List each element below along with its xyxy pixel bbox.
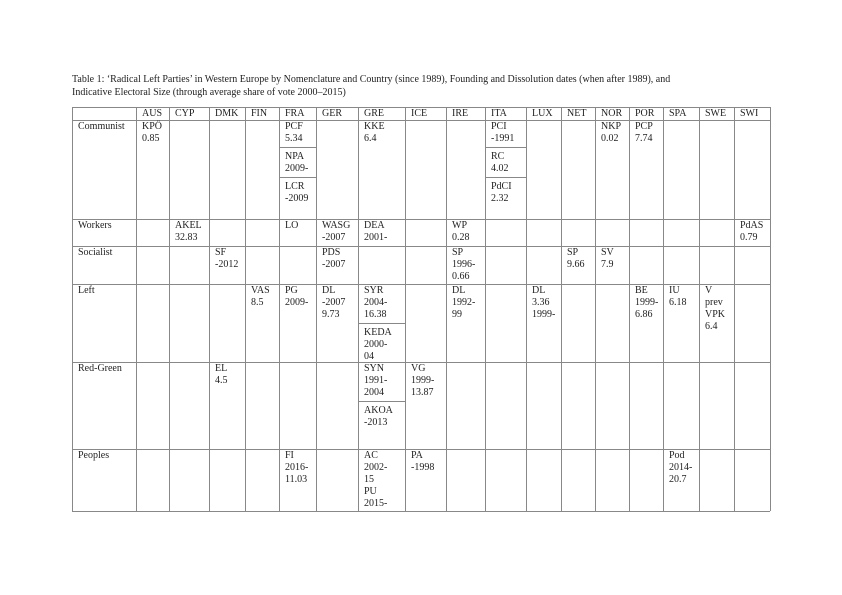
cell-text: NPA xyxy=(285,151,305,162)
row-label: Socialist xyxy=(78,247,113,258)
cell-text: 6.86 xyxy=(635,309,653,320)
cell-text: PCI xyxy=(491,121,507,132)
cell-subdivider xyxy=(358,401,405,402)
cell-text: -2007 xyxy=(322,297,346,308)
cell-text: 0.79 xyxy=(740,232,758,243)
cell-text: IU xyxy=(669,285,680,296)
column-rule xyxy=(663,107,664,511)
cell-subdivider xyxy=(358,323,405,324)
caption-line-1: Table 1: ‘Radical Left Parties’ in Western Europe by Nomenclature and Country (since 1989), Founding and Dissolution dates (when after 1989), and xyxy=(72,74,671,85)
cell-text: 4.5 xyxy=(215,375,228,386)
column-header: GRE xyxy=(364,108,384,119)
cell-text: 2.32 xyxy=(491,193,509,204)
cell-text: 2004 xyxy=(364,387,384,398)
cell-text: 4.02 xyxy=(491,163,509,174)
cell-text: PDS xyxy=(322,247,341,258)
cell-text: 2016- xyxy=(285,462,309,473)
cell-text: 2014- xyxy=(669,462,693,473)
cell-subdivider xyxy=(279,177,316,178)
cell-text: 2009- xyxy=(285,297,309,308)
column-header: FRA xyxy=(285,108,305,119)
column-header: SPA xyxy=(669,108,687,119)
cell-text: 2015- xyxy=(364,498,388,509)
cell-text: 2000- xyxy=(364,339,388,350)
column-rule xyxy=(446,107,447,511)
cell-text: RC xyxy=(491,151,505,162)
column-rule xyxy=(72,107,73,511)
cell-text: PCP xyxy=(635,121,653,132)
cell-text: 15 xyxy=(364,474,374,485)
cell-text: AKOA xyxy=(364,405,393,416)
cell-text: AC xyxy=(364,450,378,461)
column-rule xyxy=(526,107,527,511)
column-header: IRE xyxy=(452,108,469,119)
cell-text: 6.4 xyxy=(705,321,718,332)
cell-text: DL xyxy=(452,285,466,296)
cell-text: 0.66 xyxy=(452,271,470,282)
column-header: AUS xyxy=(142,108,163,119)
cell-text: SYN xyxy=(364,363,385,374)
column-rule xyxy=(595,107,596,511)
cell-text: -2013 xyxy=(364,417,388,428)
cell-text: EL xyxy=(215,363,228,374)
cell-text: 1999- xyxy=(532,309,556,320)
cell-text: 1999- xyxy=(411,375,435,386)
cell-text: SF xyxy=(215,247,227,258)
cell-text: -2007 xyxy=(322,232,346,243)
row-label: Peoples xyxy=(78,450,110,461)
cell-subdivider xyxy=(279,147,316,148)
cell-text: SP xyxy=(567,247,579,258)
cell-text: -2007 xyxy=(322,259,346,270)
column-rule xyxy=(209,107,210,511)
cell-text: 8.5 xyxy=(251,297,264,308)
column-rule xyxy=(485,107,486,511)
cell-text: LO xyxy=(285,220,299,231)
cell-text: PA xyxy=(411,450,423,461)
column-header: NET xyxy=(567,108,587,119)
table-caption xyxy=(72,73,772,99)
cell-text: 9.66 xyxy=(567,259,585,270)
column-header: CYP xyxy=(175,108,195,119)
cell-text: WP xyxy=(452,220,467,231)
cell-text: PdCI xyxy=(491,181,512,192)
column-header: NOR xyxy=(601,108,623,119)
cell-text: 16.38 xyxy=(364,309,387,320)
cell-text: BE xyxy=(635,285,648,296)
cell-text: Pod xyxy=(669,450,685,461)
cell-text: FI xyxy=(285,450,294,461)
cell-text: 7.9 xyxy=(601,259,614,270)
cell-text: V xyxy=(705,285,713,296)
cell-text: -2012 xyxy=(215,259,239,270)
cell-text: DL xyxy=(322,285,336,296)
cell-text: VPK xyxy=(705,309,726,320)
row-label: Red-Green xyxy=(78,363,122,374)
cell-text: -1998 xyxy=(411,462,435,473)
cell-text: NKP xyxy=(601,121,622,132)
column-rule xyxy=(245,107,246,511)
cell-text: AKEL xyxy=(175,220,202,231)
column-rule xyxy=(316,107,317,511)
column-rule xyxy=(405,107,406,511)
row-rule xyxy=(72,246,770,247)
cell-text: 13.87 xyxy=(411,387,434,398)
cell-text: 99 xyxy=(452,309,462,320)
cell-text: 2001- xyxy=(364,232,388,243)
cell-text: SP xyxy=(452,247,464,258)
cell-text: 5.34 xyxy=(285,133,303,144)
row-rule xyxy=(72,284,770,285)
cell-text: DEA xyxy=(364,220,385,231)
cell-text: WASG xyxy=(322,220,351,231)
cell-text: -2009 xyxy=(285,193,309,204)
cell-text: DL xyxy=(532,285,546,296)
cell-subdivider xyxy=(485,147,526,148)
cell-text: 1991- xyxy=(364,375,388,386)
cell-text: 3.36 xyxy=(532,297,550,308)
row-label: Communist xyxy=(78,121,125,132)
column-header: SWE xyxy=(705,108,727,119)
cell-text: 1999- xyxy=(635,297,659,308)
cell-text: SV xyxy=(601,247,614,258)
cell-text: 9.73 xyxy=(322,309,340,320)
cell-text: 0.02 xyxy=(601,133,619,144)
column-header: FIN xyxy=(251,108,268,119)
cell-text: LCR xyxy=(285,181,305,192)
column-header: POR xyxy=(635,108,655,119)
cell-subdivider xyxy=(485,177,526,178)
column-rule xyxy=(358,107,359,511)
cell-text: 0.28 xyxy=(452,232,470,243)
cell-text: PG xyxy=(285,285,298,296)
cell-text: KKE xyxy=(364,121,385,132)
cell-text: 1996- xyxy=(452,259,476,270)
row-label: Workers xyxy=(78,220,112,231)
column-rule xyxy=(169,107,170,511)
cell-text: 2009- xyxy=(285,163,309,174)
column-rule xyxy=(629,107,630,511)
cell-text: VAS xyxy=(251,285,270,296)
column-rule xyxy=(699,107,700,511)
column-header: DMK xyxy=(215,108,239,119)
cell-text: VG xyxy=(411,363,426,374)
cell-text: PU xyxy=(364,486,377,497)
cell-text: 11.03 xyxy=(285,474,308,485)
column-header: GER xyxy=(322,108,342,119)
column-header: ICE xyxy=(411,108,428,119)
cell-text: PdAS xyxy=(740,220,764,231)
cell-text: PCF xyxy=(285,121,303,132)
cell-text: 0.85 xyxy=(142,133,160,144)
row-rule xyxy=(72,511,770,512)
cell-text: 32.83 xyxy=(175,232,198,243)
column-header: ITA xyxy=(491,108,507,119)
column-rule xyxy=(734,107,735,511)
cell-text: 7.74 xyxy=(635,133,653,144)
cell-text: 20.7 xyxy=(669,474,687,485)
cell-text: KPÖ xyxy=(142,121,163,132)
column-header: LUX xyxy=(532,108,553,119)
cell-text: -1991 xyxy=(491,133,515,144)
cell-text: 2002- xyxy=(364,462,388,473)
caption-line-2: Indicative Electoral Size (through average share of vote 2000–2015) xyxy=(72,87,346,98)
cell-text: KEDA xyxy=(364,327,392,338)
cell-text: prev xyxy=(705,297,723,308)
cell-text: 6.4 xyxy=(364,133,377,144)
column-rule xyxy=(136,107,137,511)
column-header: SWI xyxy=(740,108,759,119)
column-rule xyxy=(561,107,562,511)
cell-text: 6.18 xyxy=(669,297,687,308)
cell-text: 1992- xyxy=(452,297,476,308)
row-rule xyxy=(72,120,770,121)
column-rule xyxy=(770,107,771,511)
cell-text: SYR xyxy=(364,285,384,296)
cell-text: 2004- xyxy=(364,297,388,308)
column-rule xyxy=(279,107,280,511)
cell-text: 04 xyxy=(364,351,374,362)
row-label: Left xyxy=(78,285,95,296)
